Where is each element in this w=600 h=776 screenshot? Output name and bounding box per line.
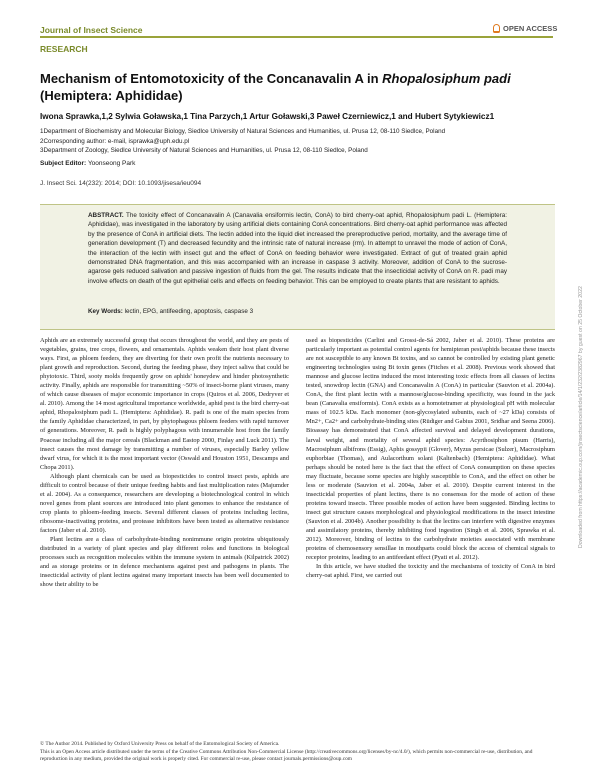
keywords-label: Key Words: (88, 308, 123, 315)
author-list: Iwona Sprawka,1,2 Sylwia Goławska,1 Tina Parzych,1 Artur Goławski,3 Paweł Czerniewicz,1 and Hubert Sytykiewicz1 (40, 112, 495, 121)
journal-name: Journal of Insect Science (40, 25, 143, 35)
open-access-badge (493, 24, 557, 33)
abstract-text: The toxicity effect of Concanavalin A (Canavalia ensiformis lectin, ConA) to bird cherry-oat aphid, Rhopalosiphum padi L. (Hemiptera: Aphididae), was investigated in the laboratory by using artificial diets containing ConA concentrations. Bird cherry-oat aphid performance was affected by the presence of ConA in artificial diets. The lectin added into the liquid diet increased the prereproductive period, mortality, and the average time of generation development (T) and decreased fecundity and the intrinsic rate of natural increase (rm). In attempt to unravel the mode of action of ConA, the interaction of the lectin with insect gut and the effect of ConA on feeding behavior were investigated. Extract of gut of treated grain aphid demonstrated DNA fragmentation, and this was accompanied with an increase in caspase 3 activity. Moreover, addition of ConA to the sucrose-agarose gels reduced salivation and passive ingestion of fluids from the gel. The results indicate that the insecticidal activity of ConA on R. padi may involve effects on death of the gut epithelial cells and effects on feeding behavior. This can be employed to create plants that are resistant to aphids. (88, 212, 507, 285)
license-text: This is an Open Access article distributed under the terms of the Creative Commons Attribution Non-Commercial License (http://creativecommons.org/licenses/by-nc/4.0/), which permits non-commercial re-use, distribution, and reproduction in any medium, provided the original work is properly cited. For commercial re-use, please contact journals.permissions@oup.com (40, 748, 533, 763)
affiliations (40, 127, 560, 156)
affiliation-2: 2Corresponding author: e-mail, isprawka@uph.edu.pl (40, 137, 190, 145)
keywords-text: lectin, EPG, antifeeding, apoptosis, caspase 3 (124, 308, 254, 315)
editor-name: Yoonseong Park (87, 160, 136, 167)
citation: J. Insect Sci. 14(232): 2014; DOI: 10.1093/jisesa/ieu094 (40, 180, 202, 187)
abstract-label: ABSTRACT. (88, 212, 124, 219)
paragraph: In this article, we have studied the toxicity and the mechanisms of toxicity of ConA in bird cherry-oat aphid. First, we carried out (306, 563, 555, 580)
body-column-right (306, 336, 555, 580)
license-footer (40, 741, 555, 764)
keywords (88, 308, 253, 315)
editor-label: Subject Editor: (40, 160, 87, 167)
body-column-left (40, 336, 289, 589)
article-title (40, 70, 555, 104)
open-access-label: OPEN ACCESS (503, 24, 558, 33)
title-species: Rhopalosiphum padi (382, 71, 511, 86)
abstract (88, 211, 507, 286)
copyright-line: © The Author 2014. Published by Oxford University Press on behalf of the Entomological Society of America. (40, 741, 280, 747)
paragraph: Aphids are an extremely successful group that occurs throughout the world, and they are pests of vegetables, grains, tree crops, flowers, and ornamentals. Aphids weaken their host plant diverse ways. First, as phloem feeders, they are diverting for their own profit the nutrients necessary to plant growth and reproduction. Second, during the feeding phase, they inject saliva that could be phytotoxic. Third, sooty molds frequently grow on aphids' honeydew and hinder photosynthetic activity. Finally, aphids are responsible for transmitting ~50% of insect-borne plant viruses, many of which cause diseases of major economic importance in crops (Quiros et al. 2006, Dedryver et al. 2010). Among the 14 most agricultural importance worldwide, aphid pest is the bird cherry-oat aphid, Rhopalosiphum padi L. (Hemiptera: Aphididae). R. padi is one of the main species from the family Aphididae characterized, in part, by phytophagous phloem feeders with rapid turnover of generations. Moreover, R. padi is highly polyphagous with innumerable host from the family Poaceae including all the major cereals (Blackman and Eastop 2000, Finlay and Luck 2011). The insect causes the most damage by transmitting a number of viruses, especially Barley yellow dwarf virus, for which it is the most important vector (Oswald and Houston 1951, Descamps and Chopa 2011). (40, 337, 289, 471)
affiliation-3: 3Department of Zoology, Siedlce University of Natural Sciences and Humanities, ul. Prusa 12, 08-110 Siedlce, Poland (40, 147, 368, 154)
paragraph: Plant lectins are a class of carbohydrate-binding nonimmune origin proteins ubiquitously distributed in a variety of plant species and play different roles and functions in biological processes such as recognition molecules within the immune system in animals (Kilpatrick 2002) and as storage proteins or in defence mechanisms against pest and pathogens in plants. The insecticidal activity of plant lectins against many important insects has been well documented to show their ability to be (40, 536, 289, 589)
header-rule (40, 36, 553, 38)
title-rest: (Hemiptera: Aphididae) (40, 88, 183, 103)
open-lock-icon (493, 24, 500, 33)
paragraph: Although plant chemicals can be used as biopesticides to control insect pests, aphids are difficult to control because of their unique feeding habits and fast multiplication rates (Majumder et al. 2004). As a consequence, researchers are developing a biotechnological control in which novel genes from plant sources are introduced into plant genomes to enhance the resistance of crop plants to phloem-feeding insects. Several different classes of proteins including lectins, ribosome-inactivating proteins, and protease inhibitors have been tested as alternative resistance factors (Jaber et al. 2010). (40, 472, 289, 534)
section-label: RESEARCH (40, 44, 88, 54)
subject-editor (40, 160, 135, 167)
paragraph: used as biopesticides (Carlini and Grossi-de-Sá 2002, Jaber et al. 2010). These proteins are particularly important as potential control agents for hemipteran pest/aphids because these insects are not susceptible to any known Bt toxins, and so cannot be controlled by existing plant genetic engineering technologies using Bt toxin genes (Fitches et al. 2008). Previous work showed that mannose and glucose lectins induced the most interesting toxic effects from all classes of lectins tested, snowdrop lectin (GNA) and Concanavalin A (ConA) in particular (Sauvion et al. 2004a). ConA, the first plant lectin with a mannose/glucose-binding specificity, was found in the jack bean (Canavalia ensiformis). ConA exists as a homotetramer at physiological pH with molecular mass of 102.5 kDa. Each monomer (non-glycosylated subunits, each of ~27 kDa) consists of Mn2+, Ca2+ and carbohydrate-binding sites (Rüdiger and Gabius 2001, Sridhar and Seena 2006). Bioassay has demonstrated that ConA affected survival and delayed development durations, larval weight, and mortality of several aphid species: Acyrthosiphon pisum (Harris), Macrosiphum albifrons (Essig), Aphis gossypii (Glover), Myzus persicae (Sulzer), Macrosiphum euphorbiae (Thomas), and Aulacorthum solani (Kaltenbach) (Hemiptera: Aphididae). What perhaps should be noted here is the fact that the effect of ConA consumption on these species may fluctuate, because some species are highly susceptible to ConA, and the effect on other be less or moderate (Sauvion et al. 2004a, Jaber et al. 2010). Despite current interest in the insecticidal properties of plant lectins, there is no consensus for the mode of action of these proteins toward insects. Three possible modes of action have been suggested. Binding lectins to insect gut structure causes morphological and physiological modifications in the insect intestine (Sauvion et al. 2004b). Another possibility is that the lectins can interfere with digestive enzymes and assimilatory proteins, thereby inhibiting food ingestion (Singh et al. 2006, Sprawka et al. 2012). Moreover, binding of lectins to the carbohydrate moieties associated with membrane proteins of chemosensory sensillae in mouthparts could block the access of chemical signals to receptor proteins, leading to an antifeedant effect (Pyati et al. 2012). (306, 337, 555, 562)
affiliation-1: 1Department of Biochemistry and Molecular Biology, Siedlce University of Natural Sciences and Humanities, ul. Prusa 12, 08-110 Siedlce, Poland (40, 128, 446, 135)
download-watermark: Downloaded from https://academic.oup.com/jinsectscience/article/14/1/232/2382967 by guest on 25 October 2022 (578, 286, 584, 548)
title-main: Mechanism of Entomotoxicity of the Concanavalin A in (40, 71, 383, 86)
